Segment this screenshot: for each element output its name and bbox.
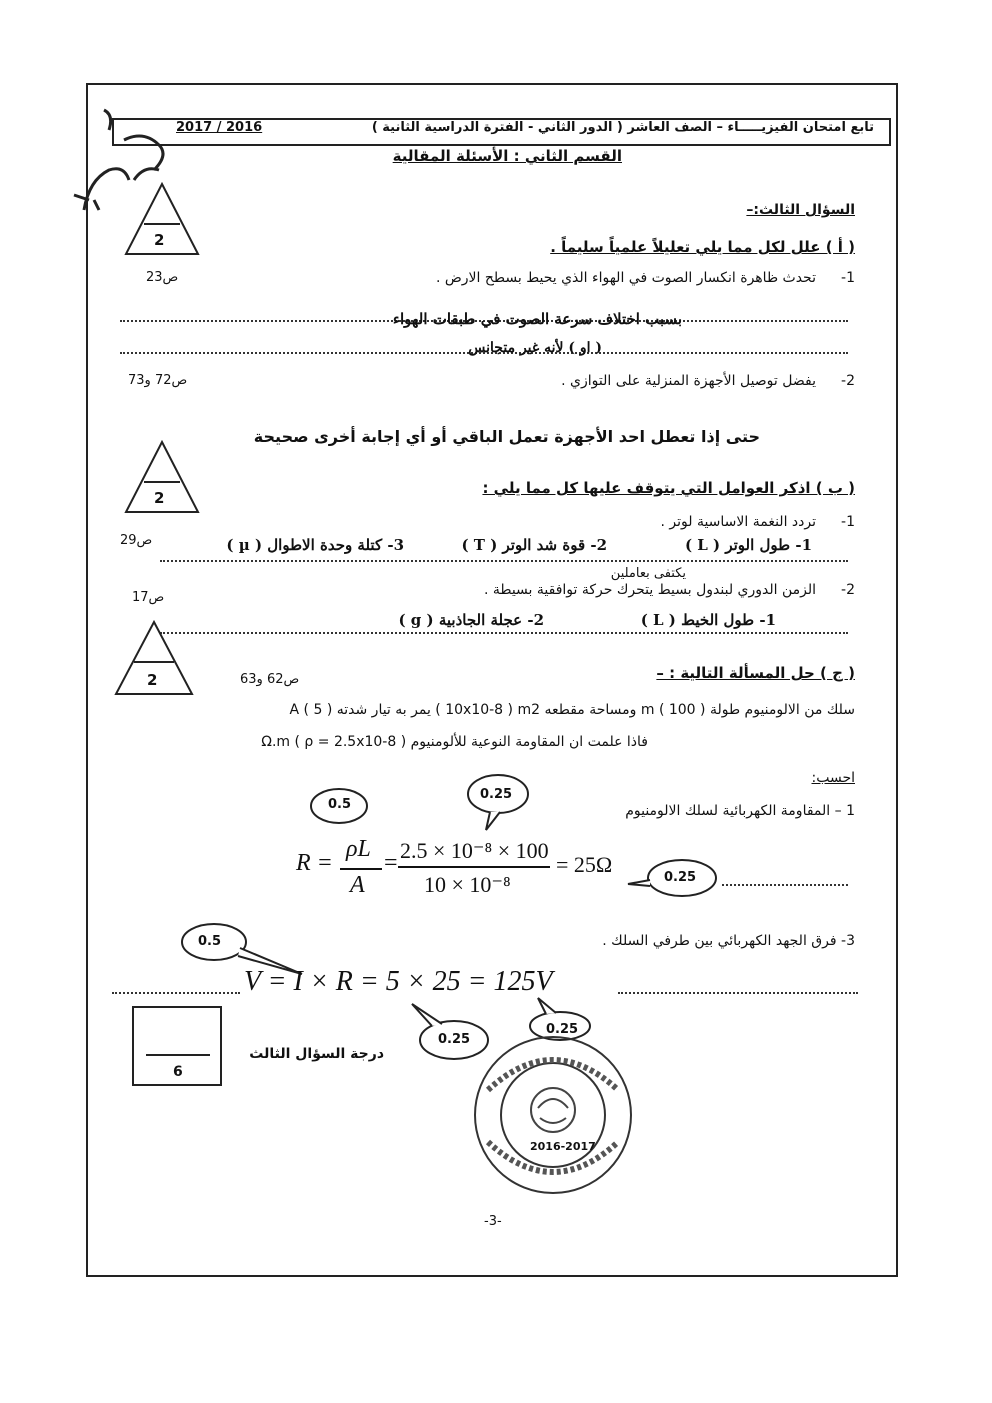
question3-title: السؤال الثالث:– — [746, 202, 855, 218]
item-b2-factor2: 2- عجلة الجاذبية ( g ) — [398, 611, 544, 629]
formula-result: = 25Ω — [556, 852, 613, 877]
sub1-mark3: 0.25 — [664, 870, 697, 885]
calc-label: احسب: — [811, 770, 855, 786]
item-b2-factor1: 1- طول الخيط ( L ) — [640, 611, 776, 629]
item-b2-note: يكتفى بعاملين — [610, 566, 686, 581]
sub3-mark2: 0.25 — [438, 1032, 471, 1047]
score-c: 2 — [147, 671, 158, 689]
answer-line — [160, 632, 848, 634]
answer-line — [722, 884, 848, 886]
item-b1-factor1: 1- طول الوتر ( L ) — [684, 536, 812, 554]
sub1-mark1: 0.5 — [328, 797, 352, 812]
total-score: 6 — [173, 1064, 183, 1080]
item-b1-num: 1- — [841, 514, 855, 530]
item-b1-text: تردد النغمة الاساسية لوتر . — [660, 514, 816, 530]
answer-line — [618, 992, 858, 994]
formula-r-lhs: R = — [296, 850, 333, 876]
formula-denominator: 10 × 10⁻⁸ — [424, 872, 511, 897]
formula-a: A — [350, 872, 365, 898]
formula-v: V = I × R = 5 × 25 = 125V — [244, 966, 553, 997]
item-a2-answer: حتى إذا تعطل احد الأجهزة تعمل الباقي أو أي إجابة أخرى صحيحة — [253, 427, 760, 446]
answer-line — [160, 560, 848, 562]
total-label: درجة السؤال الثالث — [249, 1046, 384, 1062]
mark-bubble — [462, 772, 536, 832]
item-a1-ref: ص23 — [146, 270, 179, 285]
page-number: -3- — [484, 1214, 502, 1229]
item-b1-factor3: 3- كتلة وحدة الاطوال ( µ ) — [226, 536, 404, 554]
score-b: 2 — [154, 489, 165, 507]
header-year: 2017 / 2016 — [176, 120, 263, 135]
sub1-text: 1 – المقاومة الكهربائية لسلك الالومنيوم — [625, 803, 855, 819]
sub3-text: 3- فرق الجهد الكهربائي بين طرفي السلك . — [602, 933, 855, 949]
item-a2-text: يفضل توصيل الأجهزة المنزلية على التوازي . — [561, 373, 816, 389]
item-b2-num: 2- — [841, 582, 855, 598]
item-a1-answer2: ( او ) لأنه غير متجانس — [468, 340, 602, 356]
part-c-ref: ص62 و63 — [240, 672, 300, 687]
problem-line2: فاذا علمت ان المقاومة النوعية للألومنيوم Ω.m ( ρ = 2.5x10-8 ) — [261, 734, 648, 750]
part-a-label: ( أ ) علل لكل مما يلي تعليلاً علمياً سليماً . — [550, 238, 855, 256]
item-a2-num: 2- — [841, 373, 855, 389]
item-a1-answer1: بسبب اختلاف سرعة الصوت في طبقات الهواء — [392, 310, 682, 328]
item-b2-ref: ص17 — [132, 590, 165, 605]
formula-rho-l: ρL — [346, 836, 371, 862]
fraction-bar — [146, 1054, 210, 1056]
fraction-bar — [398, 866, 550, 868]
sub1-mark2: 0.25 — [480, 787, 513, 802]
answer-line — [112, 992, 240, 994]
formula-eq: = — [384, 850, 398, 876]
item-b2-text: الزمن الدوري لبندول بسيط يتحرك حركة توافقية بسيطة . — [483, 582, 816, 598]
stamp-year: 2016-2017 — [530, 1140, 596, 1153]
sub3-mark1: 0.5 — [198, 934, 222, 949]
item-a1-text: تحدث ظاهرة انكسار الصوت في الهواء الذي يحيط بسطح الارض . — [435, 270, 816, 286]
formula-numerator: 2.5 × 10⁻⁸ × 100 — [400, 838, 549, 863]
fraction-bar — [340, 868, 382, 870]
score-a: 2 — [154, 231, 165, 249]
problem-line1: سلك من الالومنيوم طولة m ( 100 ) ومساحة مقطعه 10x10-8 ) m2 ) يمر به تيار شدته A ( 5 ) — [289, 702, 855, 718]
sub3-mark3: 0.25 — [546, 1022, 579, 1037]
part-b-label: ( ب ) اذكر العوامل التي يتوقف عليها كل مما يلي : — [482, 479, 855, 497]
item-a2-ref: ص72 و73 — [128, 373, 188, 388]
section-title: القسم الثاني : الأسئلة المقالية — [392, 147, 622, 165]
item-b1-ref: ص29 — [120, 533, 153, 548]
item-a1-num: 1- — [841, 270, 855, 286]
header-title: تابع امتحان الفيزيـــــاء – الصف العاشر ( الدور الثاني - الفترة الدراسية الثانية ) — [371, 120, 874, 135]
part-c-label: ( ج ) حل المسألة التالية : – — [656, 664, 855, 682]
official-stamp — [468, 1030, 638, 1200]
item-b1-factor2: 2- قوة شد الوتر ( T ) — [461, 536, 607, 554]
